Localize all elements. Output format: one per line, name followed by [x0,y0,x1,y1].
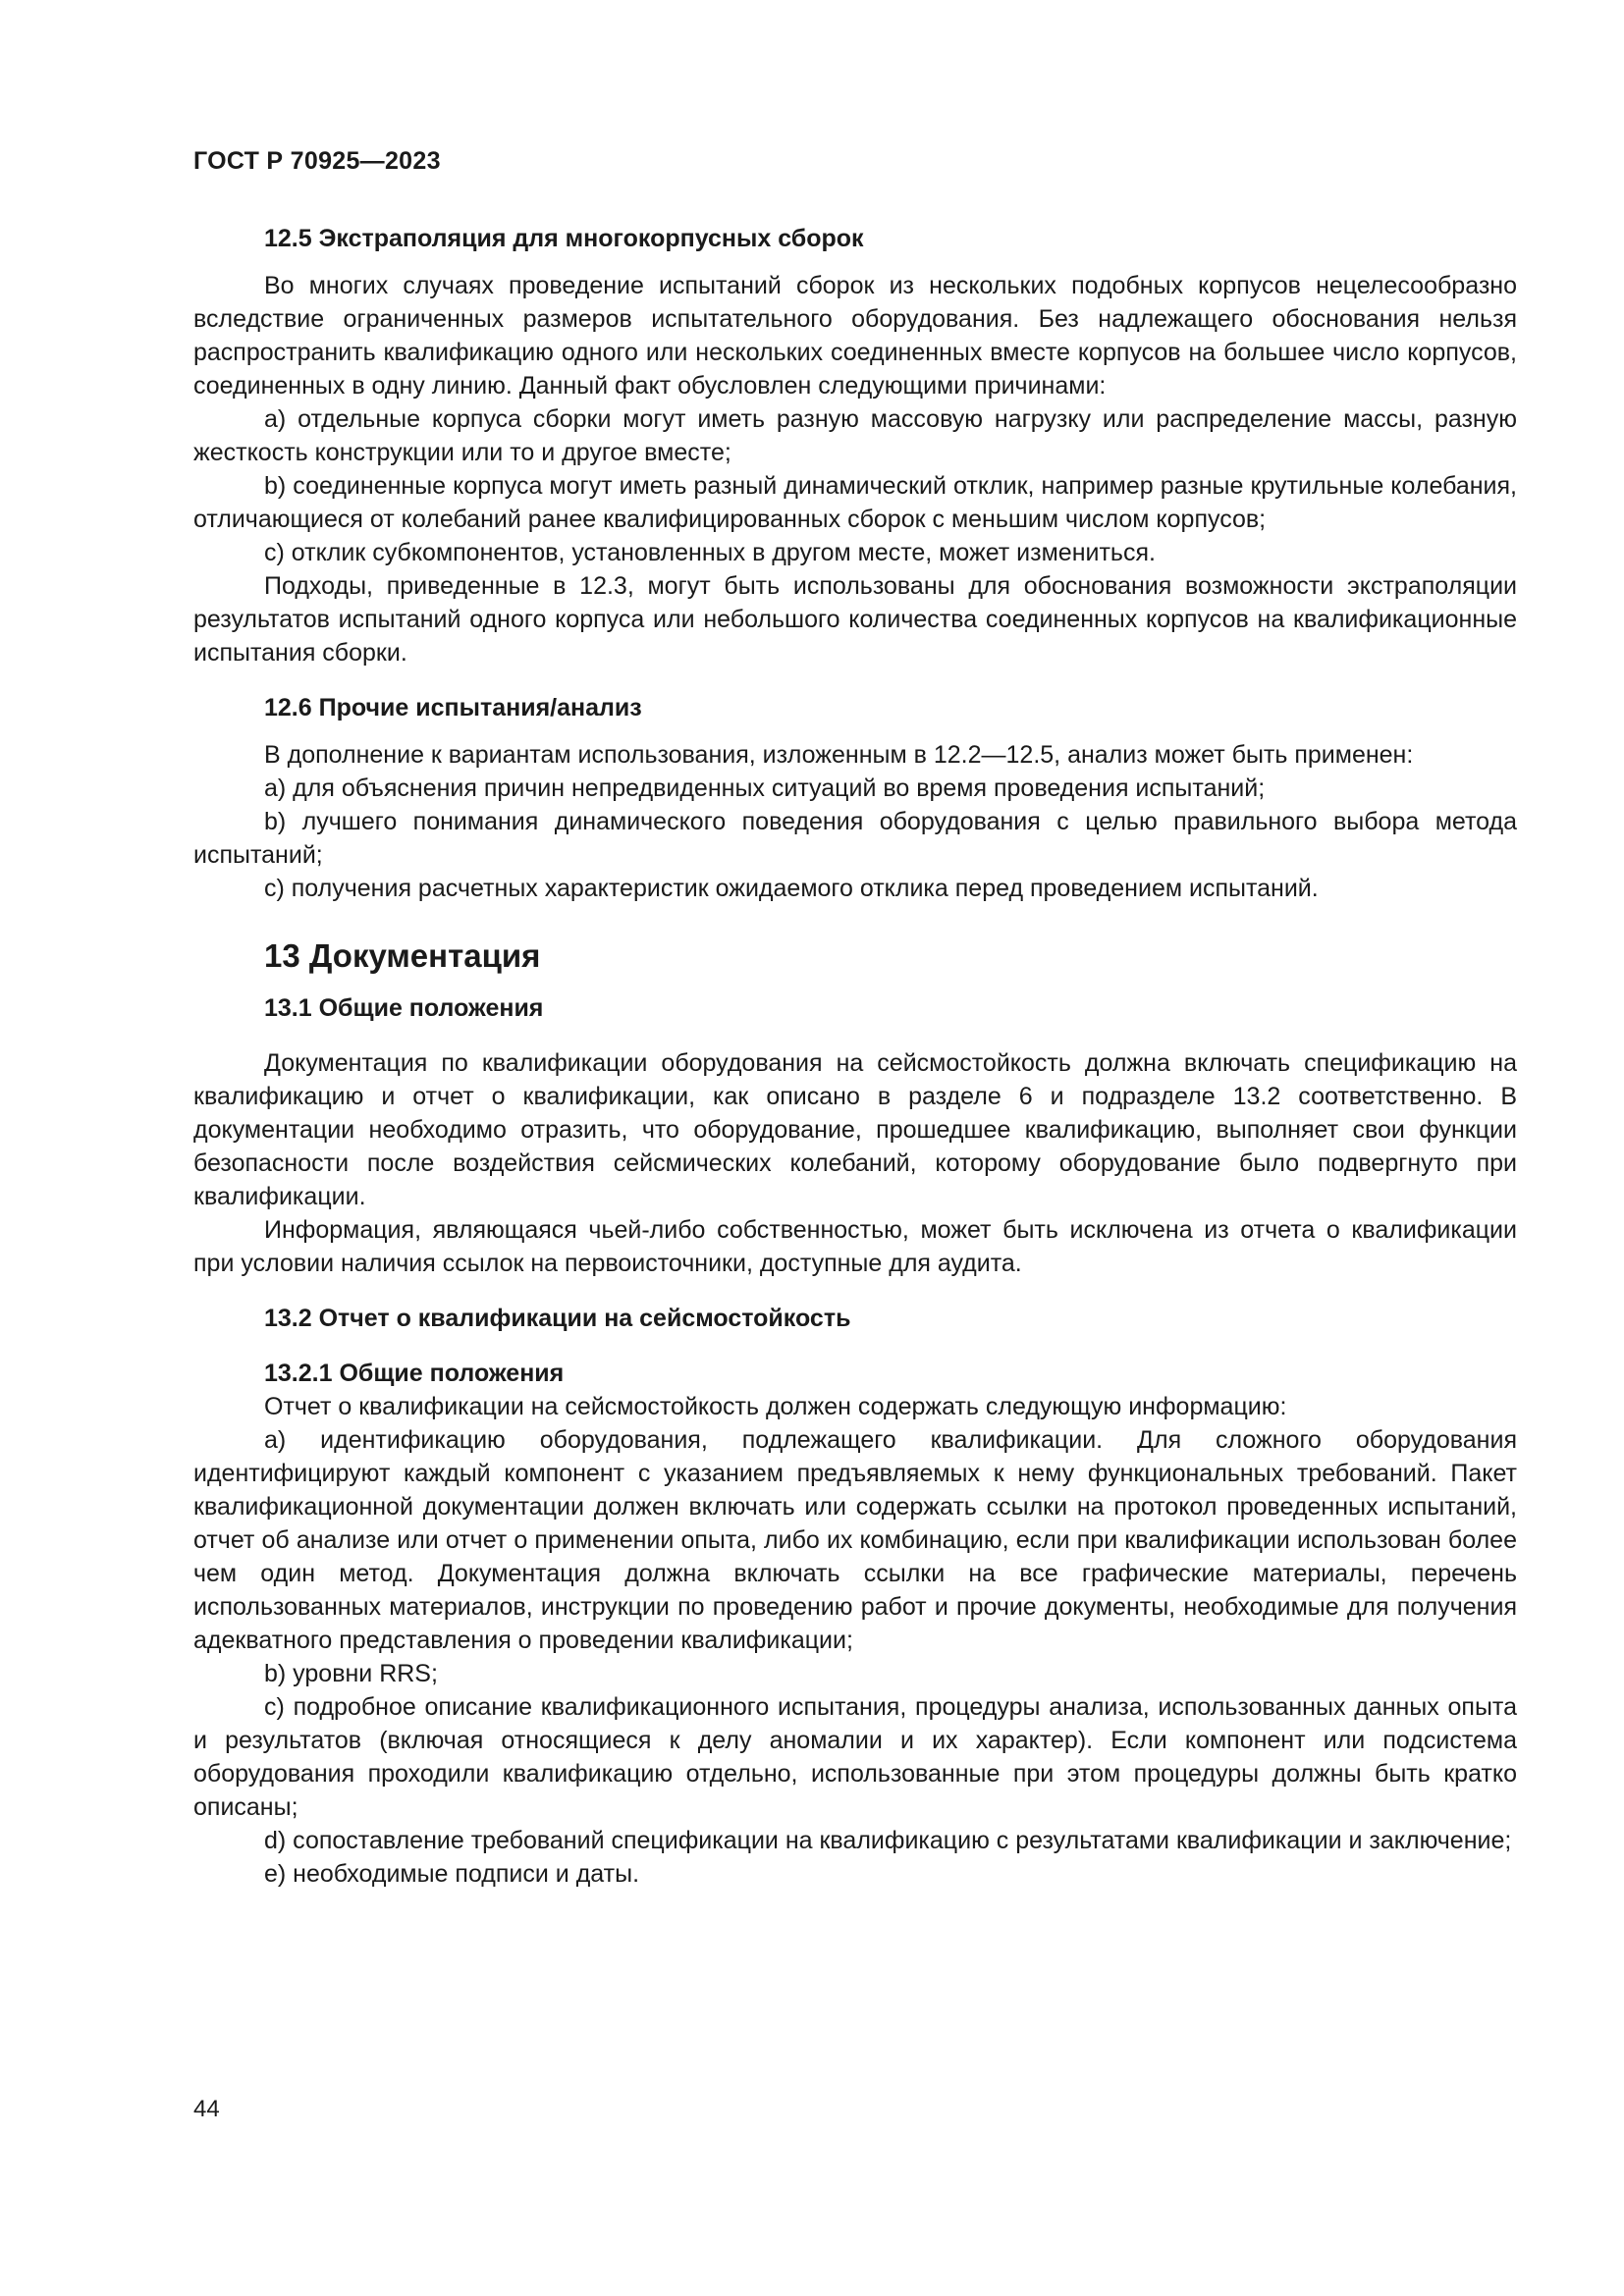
heading-12-5: 12.5 Экстраполяция для многокорпусных сборок [264,225,864,252]
list-item-12-6-b: b) лучшего понимания динамического поведения оборудования с целью правильного выбора метода испытаний; [193,808,1517,869]
paragraph-13-1-documentation: Документация по квалификации оборудования на сейсмостойкость должна включать спецификацию на квалификацию и отчет о квалификации, как описано в разделе 6 и подразделе 13.2 соответственно. В документации необходимо отразить, что оборудование, прошедшее квалификацию, выполняет свои функции безопасности после воздействия сейсмических колебаний, которому оборудование было подвергнуто при квалификации. [193,1049,1517,1210]
page-number: 44 [193,2096,220,2122]
heading-13-2-1: 13.2.1 Общие положения [264,1360,565,1387]
list-item-12-6-a: a) для объяснения причин непредвиденных ситуаций во время проведения испытаний; [264,774,1266,802]
paragraph-13-2-1-intro: Отчет о квалификации на сейсмостойкость должен содержать следующую информацию: [264,1393,1287,1420]
list-item-12-5-c: c) отклик субкомпонентов, установленных в другом месте, может измениться. [264,539,1156,566]
document-code: ГОСТ Р 70925—2023 [193,147,441,175]
list-item-12-6-c: c) получения расчетных характеристик ожидаемого отклика перед проведением испытаний. [264,875,1319,902]
list-item-13-2-1-a: a) идентификацию оборудования, подлежащего квалификации. Для сложного оборудования идентифицируют каждый компонент с указанием предъявляемых к нему функциональных требований. Пакет квалификационной документации должен включать или содержать ссылки на протокол проведенных испытаний, отчет об анализе или отчет о применении опыта, либо их комбинацию, если при квалификации использован более чем один метод. Документация должна включать ссылки на все графические материалы, перечень использованных материалов, инструкции по проведению работ и прочие документы, необходимые для получения адекватного представления о проведении квалификации; [193,1426,1517,1654]
document-body [193,222,1517,1891]
heading-12-6: 12.6 Прочие испытания/анализ [264,694,642,721]
list-item-13-2-1-b: b) уровни RRS; [264,1660,438,1687]
list-item-13-2-1-d: d) сопоставление требований спецификации на квалификацию с результатами квалификации и заключение; [264,1827,1512,1854]
paragraph-12-6-intro: В дополнение к вариантам использования, изложенным в 12.2—12.5, анализ может быть применен: [264,741,1414,769]
paragraph-12-5-approaches: Подходы, приведенные в 12.3, могут быть использованы для обоснования возможности экстраполяции результатов испытаний одного корпуса или небольшого количества соединенных корпусов на квалификационные испытания сборки. [193,572,1517,667]
heading-13: 13 Документация [264,937,541,974]
list-item-13-2-1-e: e) необходимые подписи и даты. [264,1860,640,1888]
list-item-12-5-a: a) отдельные корпуса сборки могут иметь разную массовую нагрузку или распределение массы, разную жесткость конструкции или то и другое вместе; [193,405,1517,466]
list-item-13-2-1-c: c) подробное описание квалификационного испытания, процедуры анализа, использованных данных опыта и результатов (включая относящиеся к делу аномалии и их характер). Если компонент или подсистема оборудования проходили квалификацию отдельно, использованные при этом процедуры должны быть кратко описаны; [193,1693,1517,1821]
heading-13-1: 13.1 Общие положения [264,994,544,1022]
heading-13-2: 13.2 Отчет о квалификации на сейсмостойкость [264,1305,851,1332]
paragraph-13-1-proprietary: Информация, являющаяся чьей-либо собственностью, может быть исключена из отчета о квалификации при условии наличия ссылок на первоисточники, доступные для аудита. [193,1216,1517,1277]
paragraph-12-5-intro: Во многих случаях проведение испытаний сборок из нескольких подобных корпусов нецелесообразно вследствие ограниченных размеров испытательного оборудования. Без надлежащего обоснования нельзя распространить квалификацию одного или нескольких соединенных вместе корпусов на большее число корпусов, соединенных в одну линию. Данный факт обусловлен следующими причинами: [193,272,1517,400]
list-item-12-5-b: b) соединенные корпуса могут иметь разный динамический отклик, например разные крутильные колебания, отличающиеся от колебаний ранее квалифицированных сборок с меньшим числом корпусов; [193,472,1517,533]
